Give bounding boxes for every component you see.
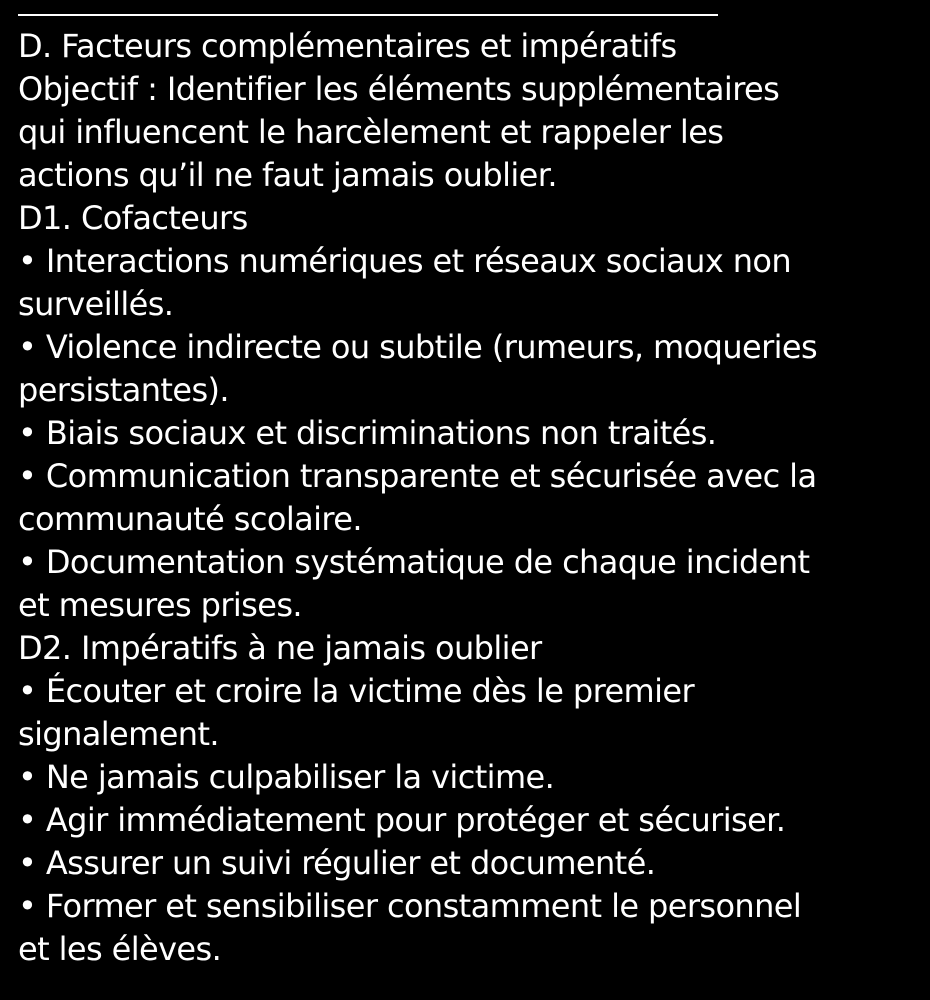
bullet-line: • Documentation systématique de chaque incident: [18, 543, 810, 581]
bullet-line: surveillés.: [18, 285, 174, 323]
bullet-line: • Interactions numériques et réseaux sociaux non: [18, 242, 792, 280]
bullet-line: persistantes).: [18, 371, 229, 409]
bullet-line: et mesures prises.: [18, 586, 302, 624]
horizontal-divider: [18, 14, 718, 16]
objective-line: qui influencent le harcèlement et rappeler les: [18, 113, 724, 151]
subsection-title-d1: D1. Cofacteurs: [18, 199, 248, 237]
bullet-line: communauté scolaire.: [18, 500, 362, 538]
objective-line: Objectif : Identifier les éléments supplémentaires: [18, 70, 780, 108]
bullet-line: • Biais sociaux et discriminations non traités.: [18, 414, 717, 452]
section-heading: D. Facteurs complémentaires et impératifs: [18, 27, 677, 65]
bullet-line: • Ne jamais culpabiliser la victime.: [18, 758, 555, 796]
bullet-line: • Violence indirecte ou subtile (rumeurs, moqueries: [18, 328, 818, 366]
bullet-line: • Écouter et croire la victime dès le premier: [18, 672, 695, 710]
document-body: [18, 25, 918, 971]
bullet-line: • Assurer un suivi régulier et documenté.: [18, 844, 656, 882]
bullet-line: signalement.: [18, 715, 220, 753]
subsection-title-d2: D2. Impératifs à ne jamais oublier: [18, 629, 542, 667]
bullet-line: • Communication transparente et sécurisée avec la: [18, 457, 817, 495]
bullet-line: • Former et sensibiliser constamment le personnel: [18, 887, 802, 925]
bullet-line: • Agir immédiatement pour protéger et sécuriser.: [18, 801, 786, 839]
bullet-line: et les élèves.: [18, 930, 222, 968]
objective-line: actions qu’il ne faut jamais oublier.: [18, 156, 557, 194]
